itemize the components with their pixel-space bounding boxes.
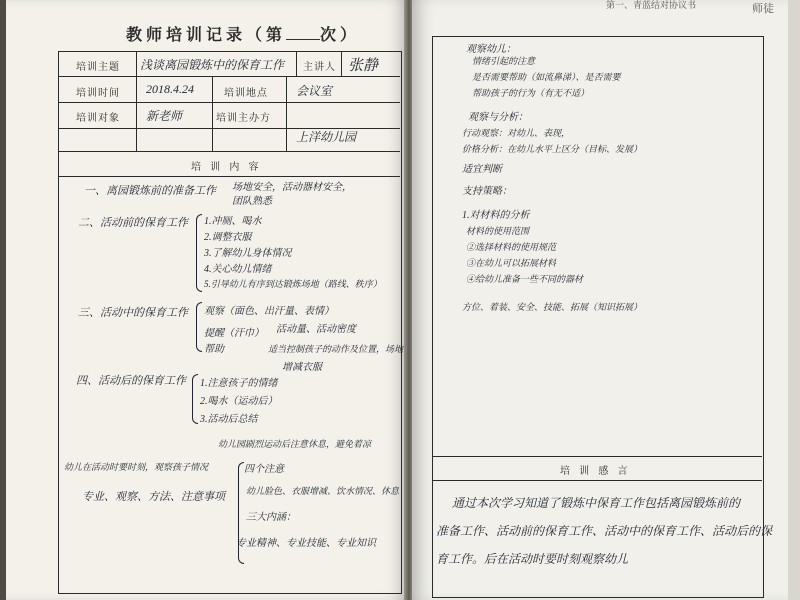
note-line: 幼儿园剧烈运动后注意休息，避免着凉 — [218, 439, 372, 449]
note-line: 增减衣服 — [282, 362, 322, 373]
note-line: 观察（面色、出汗量、表情） — [204, 306, 334, 317]
topic-label: 培训主题 — [76, 62, 120, 73]
corner-page: 师徒 — [752, 2, 774, 15]
note-line: 适当控制孩子的动作及位置，场地 — [268, 344, 404, 354]
record-title — [126, 22, 360, 45]
time-value: 2018.4.24 — [146, 82, 194, 96]
speaker-label: 主讲人 — [303, 62, 336, 73]
reflection-line: 准备工作、活动前的保育工作、活动中的保育工作、活动后的保 — [436, 524, 773, 538]
reflection-line: 通过本次学习知道了锻炼中保育工作包括离园锻炼前的 — [452, 496, 741, 510]
note-line: 帮助孩子的行为（有无不适） — [472, 88, 590, 98]
note-line: 活动量、活动密度 — [276, 324, 356, 335]
note-line: 一、离园锻炼前的准备工作 — [84, 185, 216, 197]
section-divider — [432, 480, 762, 481]
note-line: 适宜判断 — [462, 164, 502, 175]
note-line: 帮助 — [204, 344, 224, 355]
note-line: 二、活动前的保育工作 — [78, 217, 188, 229]
table-col-line — [286, 76, 287, 151]
note-line: 1.注意孩子的情绪 — [200, 378, 278, 389]
left-page — [6, 0, 408, 600]
note-line: 2.喝水（运动后） — [200, 396, 278, 407]
corner-label: 第一、青蓝结对协议书 — [606, 1, 697, 11]
brace-mark — [196, 302, 202, 352]
reflection-line: 育工作。后在活动时要时刻观察幼儿 — [436, 552, 629, 566]
brace-mark — [192, 374, 198, 424]
content-header: 培 训 内 容 — [191, 162, 262, 173]
table-col-line — [212, 76, 213, 151]
note-line: 行动观察：对幼儿、表现， — [462, 128, 571, 138]
brace-mark — [196, 214, 202, 292]
target-value: 新老师 — [146, 109, 183, 123]
note-line: 5.引导幼儿有序到达锻炼场地（路线、秩序） — [204, 279, 382, 289]
note-line: 3.活动后总结 — [200, 414, 258, 425]
table-col-line — [296, 51, 297, 76]
target-label: 培训对象 — [76, 113, 120, 124]
note-line: 三大内涵： — [246, 512, 296, 523]
right-page — [412, 0, 788, 600]
place-value: 会议室 — [296, 84, 333, 98]
table-col-line — [136, 51, 137, 151]
reflection-header: 培 训 感 言 — [560, 466, 631, 477]
note-line: 价格分析：在幼儿水平上区分（目标、发展） — [462, 144, 643, 154]
note-line: 四、活动后的保育工作 — [76, 375, 186, 387]
note-line: 1.对材料的分析 — [462, 210, 530, 221]
note-line: 三、活动中的保育工作 — [78, 307, 188, 319]
note-line: ③在幼儿可以拓展材料 — [466, 258, 557, 268]
note-line: 幼儿在活动时要时刻，观察孩子情况 — [64, 462, 209, 472]
note-line: 1.冲厕、喝水 — [204, 216, 262, 227]
table-row-line — [58, 176, 400, 177]
note-line: 材料的使用范围 — [466, 226, 530, 236]
note-line: 幼儿脸色、衣服增减、饮水情况、休息 — [246, 486, 400, 496]
title-blank — [286, 39, 320, 40]
title-suffix: 次） — [320, 25, 361, 44]
table-row-line — [58, 102, 400, 103]
next-book-edge — [788, 0, 800, 600]
note-line: 场地安全，活动器材安全， — [232, 182, 352, 193]
title-prefix: 教师培训记录（第 — [126, 25, 287, 44]
note-line: 专业、观察、方法、注意事项 — [82, 491, 225, 503]
note-line: 4.关心幼儿情绪 — [204, 264, 272, 275]
note-line: 提醒（汗巾） — [204, 328, 264, 339]
table-row-line — [58, 76, 400, 77]
note-line: 观察幼儿： — [466, 44, 516, 55]
organizer-label: 培训主办方 — [216, 113, 271, 124]
note-line: ②选择材料的使用规范 — [466, 242, 557, 252]
section-divider — [432, 456, 762, 457]
note-line: 情绪引起的注意 — [472, 56, 536, 66]
note-line: 团队熟悉 — [232, 196, 272, 207]
table-row-line — [58, 151, 400, 152]
note-line: 支持策略： — [462, 186, 512, 197]
place-label: 培训地点 — [224, 88, 268, 99]
note-line: 2.调整衣服 — [204, 232, 252, 243]
organizer-value: 上洋幼儿园 — [296, 130, 357, 144]
note-line: 专业精神、专业技能、专业知识 — [236, 538, 376, 549]
note-line: 是否需要帮助（如流鼻涕）、是否需要 — [472, 72, 621, 82]
note-line: 3.了解幼儿身体情况 — [204, 248, 292, 259]
speaker-value: 张静 — [348, 58, 379, 74]
table-col-line — [341, 51, 342, 76]
note-line: 观察与分析： — [468, 112, 528, 123]
note-line: 四个注意 — [244, 464, 284, 475]
note-line: 方位、着装、安全、技能、拓展（知识拓展） — [462, 302, 643, 312]
time-label: 培训时间 — [76, 88, 120, 99]
note-line: ④给幼儿准备一些不同的器材 — [466, 274, 584, 284]
topic-value: 浅谈离园锻炼中的保育工作 — [140, 58, 285, 72]
